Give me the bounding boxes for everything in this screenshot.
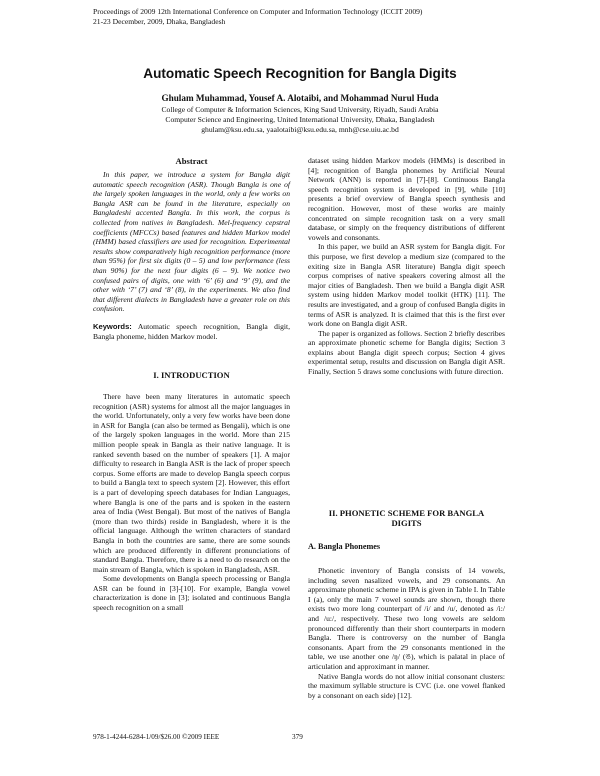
section-2-heading-line-1: II. PHONETIC SCHEME FOR BANGLA	[328, 508, 485, 518]
right-paragraph-5: Native Bangla words do not allow initial consonant clusters: the maximum syllable structure is CVC (i.e. one vowel flanked by a consonant on each side) [12].	[308, 671, 505, 700]
header-line-1: Proceedings of 2009 12th International Conference on Computer and Information Technology (ICCIT 2009)	[93, 7, 423, 16]
section-1-heading: I. INTRODUCTION	[153, 370, 230, 380]
affiliation-1: College of Computer & Information Sciences, King Saud University, Riyadh, Saudi Arabia	[161, 105, 439, 114]
paper-title: Automatic Speech Recognition for Bangla Digits	[143, 66, 457, 81]
header-line-2: 21-23 December, 2009, Dhaka, Bangladesh	[93, 16, 226, 26]
intro-paragraph-1: There have been many literatures in automatic speech recognition (ASR) systems for almost all the major languages in the world. Unfortunately, only a very few works have been done in ASR for Bangla (can also be termed as Bengali), which is one of the largely spoken languages in the world. More than 215 million people speak in Bangla as their native language. It is ranked seventh based on the number of speakers [1]. A major difficulty to research in Bangla ASR is the lack of proper speech corpus. Some efforts are made to develop Bangla speech corpus to build a Bangla text to speech system [2]. However, this effort is a part of developing speech databases for Indian Languages, where Bangla is one of the parts and is spoken in the eastern area of India (West Bengal). But most of the natives of Bangla (more than two thirds) reside in Bangladesh, where it is the official language. Although the written characters of standard Bangla in both the countries are same, there are some sounds which are produced differently in different pronunciations of standard Bangla. Therefore, there is a need to do research on the main stream of Bangla, which is spoken in Bangladesh, ASR.	[93, 392, 290, 574]
abstract-text: In this paper, we introduce a system for Bangla digit automatic speech recognition (ASR). Though Bangla is one of the largely spoken languages in the world, only a few works on Bangla ASR can be found in the literature, especially on Bangladeshi accented Bangla. In this work, the corpus is collected from natives in Bangladesh. Mel-frequency cepstral coefficients (MFCCs) based features and hidden Markov model (HMM) based classifiers are used for recognition. Experimental results show comparatively high recognition performance (more than 95%) for first six digits (0 – 5) and low performance (less than 90%) for the next four digits (6 – 9). We notice two confused pairs of digits, one with ‘6’ (6) and ‘9’ (9), and the other with ‘7’ (7) and ‘8’ (8), in the experiments. We also find that different dialects in Bangladesh have a greater role on this confusion.	[93, 170, 290, 314]
right-paragraph-3: The paper is organized as follows. Section 2 briefly describes an approximate phonetic scheme for Bangla digits; Section 3 explains about Bangla digit speech corpus; Section 4 gives experimental setup, results and discussion on Bangla digit ASR. Finally, Section 5 draws some conclusions with future direction.	[308, 328, 505, 377]
keywords-block	[93, 322, 290, 341]
isbn-footer: 978-1-4244-6284-1/09/$26.00 ©2009 IEEE	[93, 733, 220, 741]
subsection-a-body	[308, 566, 505, 700]
section-2-heading	[308, 508, 505, 529]
page-number: 379	[292, 733, 303, 741]
right-paragraph-1: dataset using hidden Markov models (HMMs) is described in [4]; recognition of Bangla phonemes by Artificial Neural Network (ANN) is reported in [7]-[8]. Continuous Bangla speech recognition system is developed in [9], while [10] presents a brief overview of Bangla speech synthesis and recognition. However, most of these works are mainly concentrated on simple recognition task on a very small database, or simply on the frequency distributions of different vowels and consonants.	[308, 156, 505, 242]
keywords-label: Keywords:	[93, 322, 132, 331]
introduction-body	[93, 392, 290, 613]
conference-header	[93, 7, 553, 26]
intro-paragraph-2: Some developments on Bangla speech processing or Bangla ASR can be found in [3]-[10]. For example, Bangla vowel characterization is done in [3]; isolated and continuous Bangla speech recognition on a small	[93, 574, 290, 613]
author-list: Ghulam Muhammad, Yousef A. Alotaibi, and Mohammad Nurul Huda	[161, 93, 439, 103]
keywords-text: Automatic speech recognition, Bangla digit, Bangla phoneme, hidden Markov model.	[93, 322, 290, 341]
section-2-heading-line-2: DIGITS	[391, 518, 422, 529]
subsection-a-heading: A. Bangla Phonemes	[308, 542, 381, 551]
right-paragraph-4: Phonetic inventory of Bangla consists of 14 vowels, including seven nasalized vowels, and 29 consonants. An approximate phonetic scheme in IPA is given in Table I. In Table I (a), only the main 7 vowel sounds are shown, though there exists two more long counterpart of /i/ and /u/, denoted as /i:/ and /u:/, respectively. These two long vowels are seldom pronounced differently than their short counterparts in modern Bangla. There is controversy on the number of Bangla consonants. Apart from the 29 consonants mentioned in the table, we use another one /ŋ/ (ঙ), which is palatal in place of articulation and approximant in manner.	[308, 566, 505, 671]
right-paragraph-2: In this paper, we build an ASR system for Bangla digit. For this purpose, we first develop a medium size (compared to the exiting size in Bangla ASR literature) Bangla digit speech corpus comprises of native speakers covering almost all the major cities of Bangladesh. Then we build a Bangla digit ASR system using hidden Markov model toolkit (HTK) [11]. The results are investigated, and a group of confused Bangla digits in terms of ASR is analyzed. It is claimed that this is the first ever work done on Bangla digit ASR.	[308, 242, 505, 329]
author-emails: ghulam@ksu.edu.sa, yaalotaibi@ksu.edu.sa, mnh@cse.uiu.ac.bd	[201, 125, 399, 134]
abstract-heading: Abstract	[175, 156, 208, 166]
affiliation-2: Computer Science and Engineering, United International University, Dhaka, Bangladesh	[165, 115, 435, 124]
right-column-body	[308, 156, 505, 377]
abstract-body	[93, 170, 290, 314]
